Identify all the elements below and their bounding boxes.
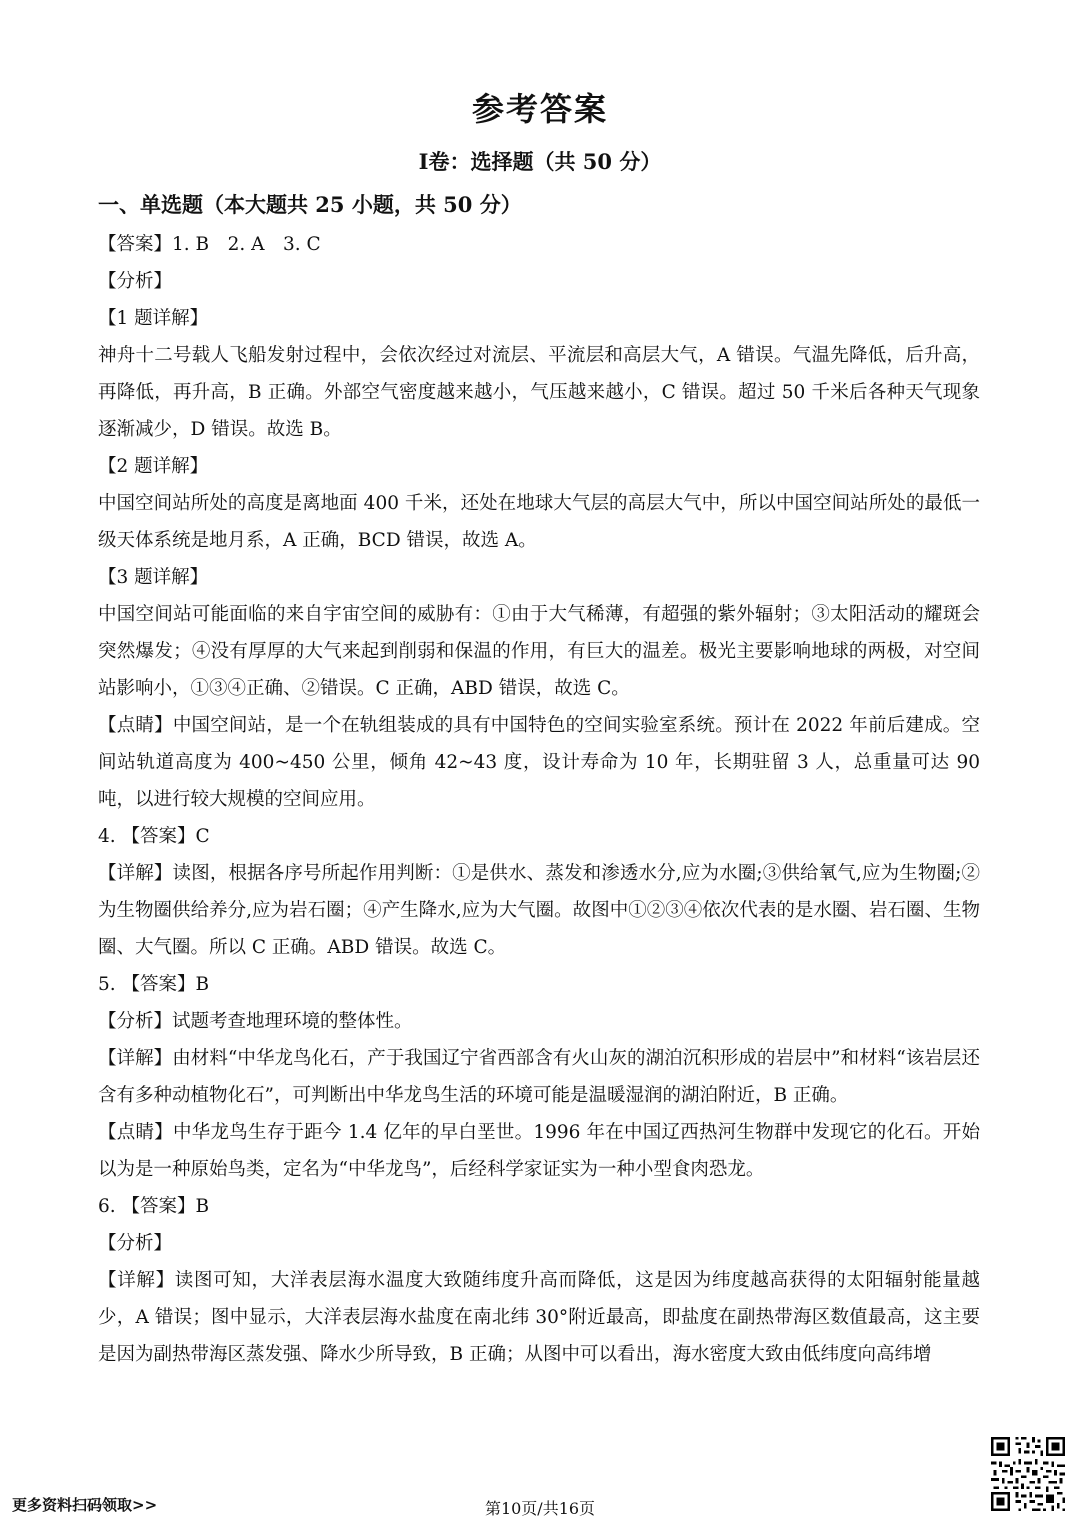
page-title: 参考答案 xyxy=(471,90,608,128)
detail-label-q2: 【2 题详解】 xyxy=(98,456,209,477)
part-title: I卷：选择题（共 50 分） xyxy=(418,149,662,174)
answer-q4: 4. 【答案】C xyxy=(98,826,210,847)
answer-q6: 6. 【答案】B xyxy=(98,1196,210,1217)
detail-text-q3: 中国空间站可能面临的来自宇宙空间的威胁有：①由于大气稀薄，有超强的紫外辐射；③太阳活动的耀斑会突然爆发；④没有厚厚的大气来起到削弱和保温的作用，有巨大的温差。极光主要影响地球的两极，对空间站影响小，①③④正确、②错误。C 正确，ABD 错误，故选 C。 xyxy=(98,604,980,699)
detail-text-q4: 【详解】读图，根据各序号所起作用判断：①是供水、蒸发和渗透水分,应为水圈;③供给氧气,应为生物圈;②为生物圈供给养分,应为岩石圈；④产生降水,应为大气圈。故图中①②③④依次代表的是水圈、岩石圈、生物圈、大气圈。所以 C 正确。ABD 错误。故选 C。 xyxy=(98,863,980,958)
qr-code-icon xyxy=(988,1434,1068,1514)
detail-text-q2: 中国空间站所处的高度是离地面 400 千米，还处在地球大气层的高层大气中，所以中国空间站所处的最低一级天体系统是地月系，A 正确，BCD 错误，故选 A。 xyxy=(98,493,980,551)
tip-text-1-3: 【点睛】中国空间站，是一个在轨组装成的具有中国特色的空间实验室系统。预计在 2022 年前后建成。空间站轨道高度为 400~450 公里，倾角 42~43 度，设计寿命为 10 年，长期驻留 3 人，总重量可达 90 吨，以进行较大规模的空间应用。 xyxy=(98,715,980,810)
analysis-label: 【分析】 xyxy=(98,271,173,292)
detail-text-q6: 【详解】读图可知，大洋表层海水温度大致随纬度升高而降低，这是因为纬度越高获得的太阳辐射能量越少，A 错误；图中显示，大洋表层海水盐度在南北纬 30°附近最高，即盐度在副热带海区数值最高，这主要是因为副热带海区蒸发强、降水少所导致，B 正确；从图中可以看出，海水密度大致由低纬度向高纬增 xyxy=(98,1270,980,1365)
analysis-label-q6: 【分析】 xyxy=(98,1233,173,1254)
detail-label-q1: 【1 题详解】 xyxy=(98,308,209,329)
section-heading: 一、单选题（本大题共 25 小题，共 50 分） xyxy=(98,192,522,217)
detail-text-q5: 【详解】由材料“中华龙鸟化石，产于我国辽宁省西部含有火山灰的湖泊沉积形成的岩层中”和材料“该岩层还含有多种动植物化石”，可判断出中华龙鸟生活的环境可能是温暖湿润的湖泊附近，B 正确。 xyxy=(98,1048,980,1106)
more-resources-link[interactable]: 更多资料扫码领取>> xyxy=(12,1496,158,1514)
analysis-text-q5: 【分析】试题考查地理环境的整体性。 xyxy=(98,1011,413,1032)
answer-q5: 5. 【答案】B xyxy=(98,974,210,995)
page-number: 第10页/共16页 xyxy=(484,1499,596,1518)
answer-body xyxy=(98,226,980,1373)
detail-label-q3: 【3 题详解】 xyxy=(98,567,209,588)
tip-text-q5: 【点睛】中华龙鸟生存于距今 1.4 亿年的早白垩世。1996 年在中国辽西热河生物群中发现它的化石。开始以为是一种原始鸟类，定名为“中华龙鸟”，后经科学家证实为一种小型食肉恐龙。 xyxy=(98,1122,980,1180)
answer-line: 【答案】1. B 2. A 3. C xyxy=(98,234,321,255)
detail-text-q1: 神舟十二号载人飞船发射过程中，会依次经过对流层、平流层和高层大气，A 错误。气温先降低，后升高，再降低，再升高，B 正确。外部空气密度越来越小，气压越来越小，C 错误。超过 50 千米后各种天气现象逐渐减少，D 错误。故选 B。 xyxy=(98,345,980,440)
